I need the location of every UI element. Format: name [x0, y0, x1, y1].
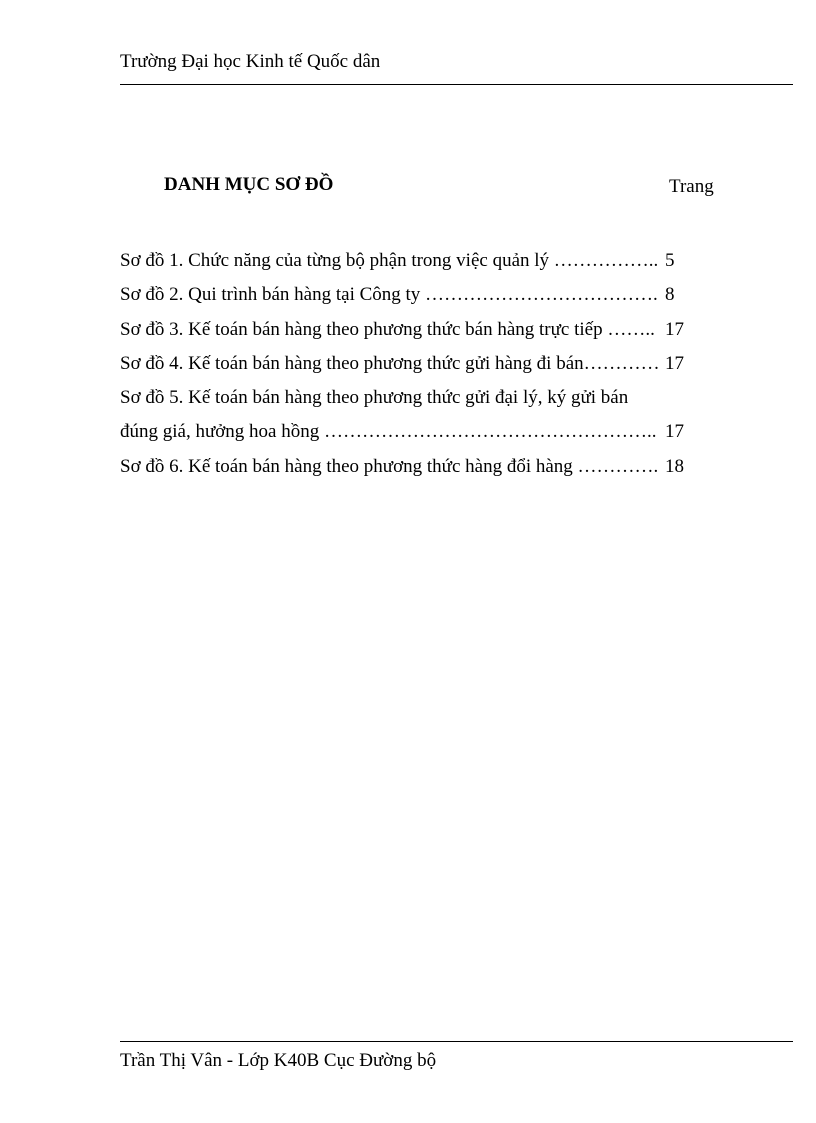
list-item[interactable] — [120, 249, 700, 283]
list-item-page: 8 — [665, 284, 675, 306]
diagram-list — [120, 249, 700, 489]
page-title: DANH MỤC SƠ ĐỒ — [164, 174, 334, 195]
list-item[interactable] — [120, 386, 700, 420]
list-item-text: đúng giá, hưởng hoa hồng …………………………………………….. — [120, 421, 657, 443]
footer-divider — [120, 1041, 793, 1042]
page-footer: Trần Thị Vân - Lớp K40B Cục Đường bộ — [120, 1050, 437, 1071]
list-item-text: Sơ đồ 3. Kế toán bán hàng theo phương thức bán hàng trực tiếp …….. — [120, 318, 655, 340]
page-column-label: Trang — [669, 176, 714, 197]
list-item[interactable] — [120, 318, 700, 352]
list-item[interactable] — [120, 420, 700, 454]
list-item-page: 5 — [665, 250, 675, 271]
list-item-page: 17 — [665, 421, 684, 443]
page-header: Trường Đại học Kinh tế Quốc dân — [120, 51, 381, 72]
list-item-text: Sơ đồ 1. Chức năng của từng bộ phận trong việc quản lý …………….. — [120, 250, 659, 271]
list-item-text: Sơ đồ 4. Kế toán bán hàng theo phương thức gửi hàng đi bán………… — [120, 352, 660, 374]
list-item-page: 17 — [665, 352, 684, 374]
list-item-text: Sơ đồ 6. Kế toán bán hàng theo phương thức hàng đổi hàng …………. — [120, 455, 659, 477]
header-divider — [120, 84, 793, 85]
list-item-text: Sơ đồ 2. Qui trình bán hàng tại Công ty ………………………………. — [120, 284, 658, 306]
list-item[interactable] — [120, 283, 700, 317]
list-item[interactable] — [120, 352, 700, 386]
list-item-page: 17 — [665, 318, 684, 340]
list-item[interactable] — [120, 455, 700, 489]
list-item-text: Sơ đồ 5. Kế toán bán hàng theo phương thức gửi đại lý, ký gửi bán — [120, 387, 629, 409]
list-item-page: 18 — [665, 455, 684, 477]
